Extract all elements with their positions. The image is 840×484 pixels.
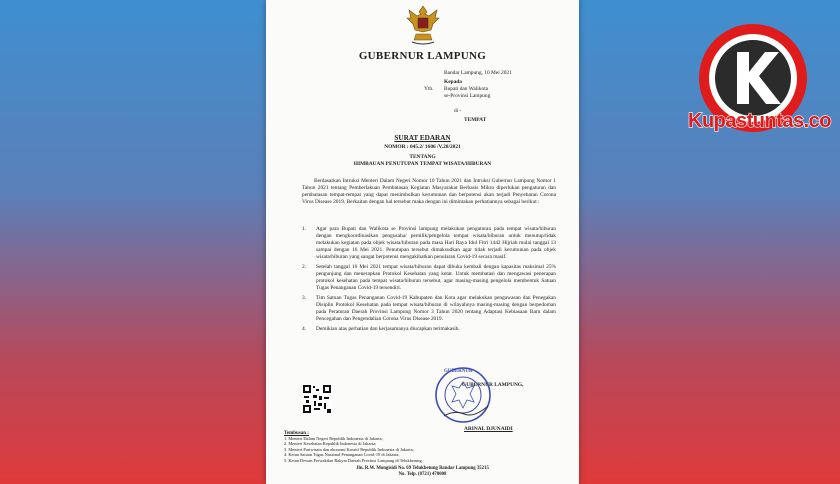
list-item: 3. Tim Satuan Tugas Penanganan Covid-19 Kabupaten dan Kota agar melakukan pengawasan dan Penegakan Disiplin Protokol Kesehatan pada tempat wisata/hiburan di wilayahnya masing-masing dengan berpedoman pada Peraturan Daerah Provinsi Lampung Nomor 3 Tahun 2020 tentang Adaptasi Kebiasaan Baru dalam Pencegahan dan Pengendalian Corona Virus Disease 2019. (302, 295, 556, 322)
letter-subject: HIMBAUAN PENUTUPAN TEMPAT WISATA/HIBURAN (353, 161, 492, 167)
list-item: 4. Demikian atas perhatian dan kerjasamanya diucapkan terimakasih. (302, 326, 460, 332)
recipient-line1: Bupati dan Walikota (444, 86, 489, 92)
cc-item: 4. Ketua Satuan Tugas Nasional Penanganan Covid-19 di Jakarta; (284, 452, 400, 458)
recipient-prefix: Yth. (424, 86, 434, 92)
footer-phone: No. Telp. (0721) 470008 (398, 472, 447, 477)
place-date: Bandar Lampung, 10 Mei 2021 (444, 70, 512, 76)
institution-title: GUBERNUR LAMPUNG (358, 50, 487, 62)
cc-item: 3. Menteri Pariwisata dan ekonomi Kreatif Republik Indonesia di Jakarta; (284, 446, 414, 452)
signatory-name: ARINAL DJUNAIDI (464, 426, 513, 432)
signature-title: GUBERNUR LAMPUNG, (462, 382, 524, 388)
numbered-list (302, 226, 556, 336)
recipient-line2: se-Provinsi Lampung (444, 93, 491, 99)
letter-number: NOMOR : 045.2/ 1606 /V.20/2021 (384, 144, 461, 150)
brand-name: Kupastuntas.co (688, 110, 832, 132)
about-label: TENTANG (409, 154, 436, 160)
to-label: Kepada (444, 79, 462, 85)
footer-address: Jln. R.W. Mongisidi No. 69 Telukbetung Bandar Lampung 35215 (356, 466, 489, 471)
tempat-label: TEMPAT (464, 117, 487, 123)
official-stamp-icon (434, 366, 492, 424)
cc-item: 2. Menteri Kesehatan Republik Indonesia di Jakarta; (284, 441, 377, 447)
cc-label: Tembusan : (284, 431, 309, 436)
cc-block (284, 431, 484, 463)
di-label: di - (454, 108, 462, 114)
stamp-text: GUBERNUR (444, 369, 473, 374)
document-page (266, 0, 579, 484)
garuda-emblem-icon (406, 4, 440, 46)
letter-type: SURAT EDARAN (394, 134, 451, 142)
cc-item: 1. Menteri Dalam Negeri Republik Indonesia di Jakarta; (284, 436, 383, 441)
letter-footer (266, 466, 579, 478)
cc-item: 5. Ketua Dewan Perwakilan Rakyat Daerah Provinsi Lampung di Telukbetung. (284, 457, 423, 463)
list-item: 2. Setelah tanggal 16 Mei 2021 tempat wisata/hiburan dapat dibuka kembali dengan kapasitas maksimal 25% pengunjung dan menerapkan Protokol Kesehatan yang ketat. Untuk membatasi dan mengawasi penerapan protokol kesehatan pada tempat wisata/hiburan tersebut, agar masing-masing pengelola membentuk Satuan Tugas Penanganan Covid-19 tersendiri. (302, 264, 556, 291)
qr-code-icon (302, 384, 332, 414)
letter-body (302, 178, 556, 209)
intro-paragraph: Berdasarkan Intruksi Menteri Dalam Negeri Nomor 10 Tahun 2021 dan Intruksi Gubernur Lampung Nomor 1 Tahun 2021 tentang Pemberlakuan Pembatasan Kegiatan Masyarakat Berbasis Mikro diperlukan pengaturan dan pembatasan tempat-tempat yang dapat menimbulkan kerumunan dan berpotensi akan terjadi Penyebaran Corona Virus Disease 2019. Berkaitan dengan hal tersebut maka dengan ini dimintakan perhatiannya sebagai berikut : (302, 178, 556, 205)
list-item: 1. Agar para Bupati dan Walikota se Provinsi lampung melakukan pengaturan pada tempat wisata/hiburan dengan mengkoordinasikan pengusaha/ pemilik/pengelola tempat wisata/hiburan untuk menutup/tidak melakukan kegiatan pada objek wisata/hiburan pada masa Hari Raya Idul Fitri 1442 Hijriah mulai tanggal 13 sampai dengan 16 Mei 2021. Penutupan tersebut dimaksudkan agar tidak terjadi kerumunan pada objek wisata/hiburan yang sangat berpotensi mengakibatkan penularan Covid-19 secara masif. (302, 226, 556, 260)
